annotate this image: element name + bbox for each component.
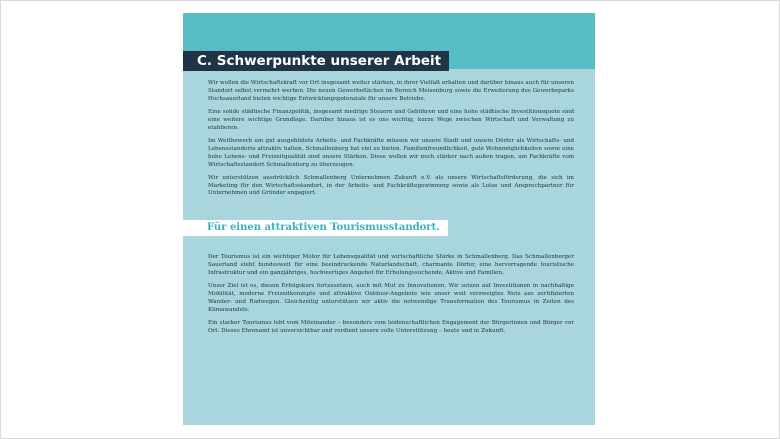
- tourism-paragraph-3: Ein starker Tourismus lebt vom Miteinander – besonders vom leidenschaftlichen Engagement der Bürgerinnen und Bürger vor Ort. Dieses Ehrenamt ist unverzichtbar und verdient unsere volle Unterstützung – heute und in Zukunft.: [208, 319, 574, 334]
- intro-paragraph-2: Eine solide städtische Finanzpolitik, insgesamt niedrige Steuern und Gebühren und eine hohe städtische Investitionsquote sind eine weitere wichtige Grundlage. Darüber hinaus ist es uns wichtig, kurze Wege zwischen Wirtschaft und Verwaltung zu etablieren.: [208, 108, 574, 131]
- intro-paragraph-4: Wir unterstützen ausdrücklich Schmallenberg Unternehmen Zukunft e.V. als unsere Wirtschaftsförderung, die sich im Marketing für den Wirtschaftsstandort, in der Arbeits- und Fachkräftegewinnung sowie als Lotse und Ansprechpartner für Unternehmen und Gründer engagiert.: [208, 174, 574, 197]
- section-title: C. Schwerpunkte unserer Arbeit: [183, 51, 449, 71]
- intro-paragraph-1: Wir wollen die Wirtschaftskraft vor Ort insgesamt weiter stärken, in ihrer Vielfalt erhalten und darüber hinaus auch für unseren Standort selbst vermehrt werben. Die neuen Gewerbeflächen im Bereich Meisenburg sowie die Erweiterung des Gewerbeparks Hochsauerland bieten wichtige Entwicklungspotenziale für unsere Betriebe.: [208, 80, 574, 102]
- intro-text-block: [208, 80, 574, 204]
- intro-paragraph-3: Im Wettbewerb um gut ausgebildete Arbeits- und Fachkräfte müssen wir unsere Stadt und unsere Dörfer als Wirtschafts- und Lebensstandorte attraktiv halten. Schmallenberg hat viel zu bieten. Familienfreundlichkeit, gute Wohnmöglichkeiten sowie eine hohe Lebens- und Freizeitqualität sind unsere Stärken. Diese wollen wir noch stärker nach außen tragen, um Fachkräfte vom Wirtschaftsstandort Schmallenberg zu überzeugen.: [208, 137, 574, 168]
- tourism-paragraph-1: Der Tourismus ist ein wichtiger Motor für Lebensqualität und wirtschaftliche Stärke in Schmallenberg. Das Schmallenberger Sauerland steht bundesweit für eine beeindruckende Naturlandschaft, charmante Dörfer, eine hervorragende touristische Infrastruktur und ein ganzjähriges, hochwertiges Angebot für Erholungssuchende, Aktive und Familien.: [208, 254, 574, 276]
- document-page: [183, 13, 595, 425]
- tourism-sub-heading: Für einen attraktiven Tourismusstandort.: [183, 220, 448, 236]
- tourism-text-block: [208, 254, 574, 341]
- tourism-paragraph-2: Unser Ziel ist es, diesen Erfolgskurs fortzusetzen, auch mit Mut zu Innovationen. Wir setzen auf Investitionen in nachhaltige Mobilität, moderne Freizeitkonzepte und attraktive Outdoor-Angebote wie unser weit verzweigtes Netz aus zertifizierten Wander- und Radwegen. Gleichzeitig unterstützen wir aktiv die notwendige Transformation des Tourismus in Zeiten des Klimawandels.: [208, 282, 574, 313]
